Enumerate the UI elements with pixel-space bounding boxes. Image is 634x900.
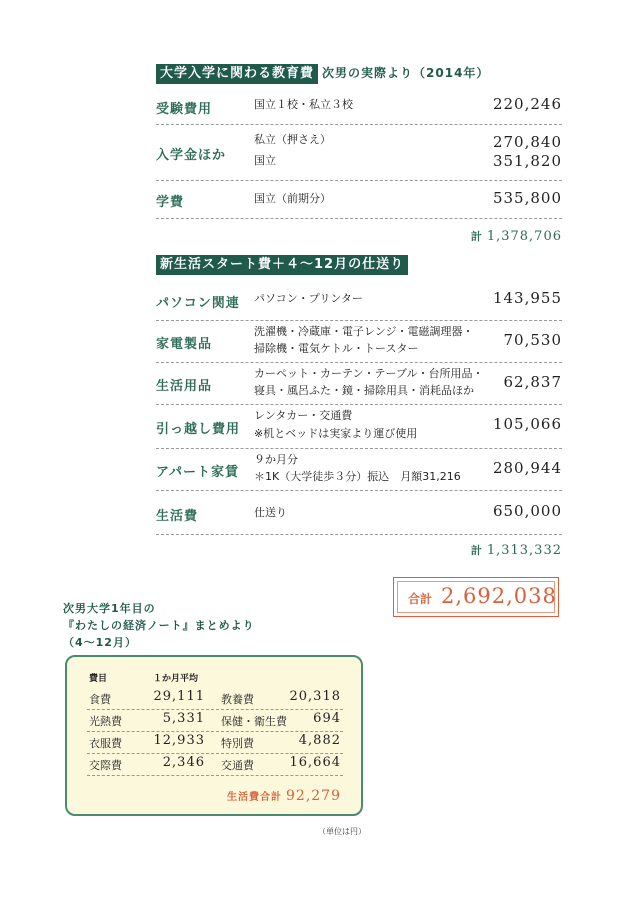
s2-row-desc: 掃除機・電気ケトル・トースター bbox=[254, 342, 419, 355]
s1-row-exam bbox=[156, 88, 562, 125]
item-label: 保健・衛生費 bbox=[221, 715, 287, 728]
section1-title bbox=[156, 62, 489, 82]
s1-row-category: 入学金ほか bbox=[156, 148, 227, 163]
s2-row-amount: 143,955 bbox=[492, 289, 562, 307]
item-value: 29,111 bbox=[153, 689, 205, 704]
item-label: 食費 bbox=[89, 693, 111, 706]
living-cost-total-label: 生活費合計 bbox=[227, 792, 282, 803]
s1-row-admission bbox=[156, 124, 562, 181]
notebook-caption-line2: 『わたしの経済ノート』まとめより bbox=[63, 619, 255, 632]
section1-subtotal bbox=[471, 228, 562, 244]
item-value: 694 bbox=[313, 711, 341, 726]
s2-row-living bbox=[156, 490, 562, 535]
table-row bbox=[87, 753, 343, 776]
s2-row-moving bbox=[156, 404, 562, 449]
table-row bbox=[87, 687, 343, 710]
item-label: 交通費 bbox=[221, 759, 254, 772]
living-cost-total bbox=[227, 788, 341, 804]
s2-row-amount: 650,000 bbox=[492, 502, 562, 520]
s1-row-desc: 国立（前期分） bbox=[254, 192, 331, 205]
subtotal-label: 計 bbox=[470, 544, 483, 557]
item-label: 教養費 bbox=[221, 693, 254, 706]
s2-row-amount: 62,837 bbox=[503, 373, 562, 391]
unit-note: （単位は円） bbox=[318, 827, 366, 836]
item-label: 衣服費 bbox=[89, 737, 122, 750]
grand-total-value: 2,692,038 bbox=[441, 584, 557, 608]
section2-title bbox=[156, 253, 408, 273]
item-value: 4,882 bbox=[298, 733, 341, 748]
header-item: 費目 bbox=[89, 674, 108, 684]
s2-row-amount: 70,530 bbox=[503, 331, 562, 349]
s2-row-desc: カーペット・カーテン・テーブル・台所用品・ bbox=[254, 367, 484, 380]
s1-row-amount: 351,820 bbox=[492, 152, 562, 170]
s1-row-desc: 国立１校・私立３校 bbox=[254, 98, 353, 111]
grand-total-label: 合計 bbox=[408, 592, 433, 606]
s2-row-desc: 洗濯機・冷蔵庫・電子レンジ・電磁調理器・ bbox=[254, 325, 474, 338]
s2-row-category: 家電製品 bbox=[156, 337, 213, 352]
s2-row-goods bbox=[156, 362, 562, 405]
s2-row-category: 引っ越し費用 bbox=[156, 422, 241, 437]
section2-subtotal bbox=[471, 542, 562, 558]
s1-row-tuition bbox=[156, 180, 562, 219]
s1-row-category: 学費 bbox=[156, 195, 185, 210]
item-value: 12,933 bbox=[153, 733, 205, 748]
s1-row-amount: 220,246 bbox=[492, 95, 562, 113]
notebook-summary-box bbox=[65, 655, 363, 816]
s2-row-appliances bbox=[156, 320, 562, 363]
s2-row-category: パソコン関連 bbox=[156, 296, 240, 311]
s2-row-pc bbox=[156, 280, 562, 321]
section1-subtitle: 次男の実際より（2014年） bbox=[322, 66, 490, 80]
item-value: 2,346 bbox=[162, 755, 205, 770]
table-row bbox=[87, 709, 343, 732]
s2-row-desc: 寝具・風呂ふた・鏡・掃除用具・消耗品ほか bbox=[254, 384, 474, 397]
notebook-caption-line1: 次男大学1年目の bbox=[63, 602, 156, 615]
s2-row-category: 生活費 bbox=[156, 509, 199, 524]
item-value: 16,664 bbox=[289, 755, 341, 770]
s1-row-desc: 国立 bbox=[254, 154, 276, 167]
s2-row-desc: ＊1K（大学徒歩３分）振込 月額31,216 bbox=[254, 470, 461, 483]
grand-total-box bbox=[393, 577, 559, 617]
living-cost-total-value: 92,279 bbox=[286, 788, 341, 804]
s2-row-category: アパート家賃 bbox=[156, 465, 239, 480]
item-value: 20,318 bbox=[289, 689, 341, 704]
table-row bbox=[87, 731, 343, 754]
s1-row-amount: 535,800 bbox=[492, 189, 562, 207]
s2-row-desc: レンタカー・交通費 bbox=[254, 409, 353, 422]
s1-row-category: 受験費用 bbox=[156, 102, 213, 117]
s2-row-desc: パソコン・プリンター bbox=[254, 292, 363, 305]
subtotal-value: 1,378,706 bbox=[486, 229, 562, 244]
item-label: 交際費 bbox=[89, 759, 122, 772]
s1-row-desc: 私立（押さえ） bbox=[254, 133, 331, 146]
header-average: １か月平均 bbox=[153, 674, 199, 684]
s2-row-amount: 280,944 bbox=[492, 459, 562, 477]
item-value: 5,331 bbox=[162, 711, 205, 726]
s2-row-amount: 105,066 bbox=[492, 415, 562, 433]
notebook-caption-line3: （4〜12月） bbox=[63, 636, 137, 649]
s2-row-rent bbox=[156, 448, 562, 491]
item-label: 光熱費 bbox=[89, 715, 122, 728]
section2-heading: 新生活スタート費＋４〜12月の仕送り bbox=[156, 255, 408, 275]
s2-row-desc: ※机とベッドは実家より運び使用 bbox=[254, 427, 418, 440]
s2-row-category: 生活用品 bbox=[156, 379, 213, 394]
item-label: 特別費 bbox=[221, 737, 254, 750]
s2-row-desc: 仕送り bbox=[254, 506, 287, 519]
s1-row-amount: 270,840 bbox=[492, 133, 562, 151]
subtotal-value: 1,313,332 bbox=[486, 543, 562, 558]
subtotal-label: 計 bbox=[470, 230, 483, 243]
s2-row-desc: ９か月分 bbox=[254, 453, 298, 466]
section1-heading: 大学入学に関わる教育費 bbox=[156, 64, 318, 84]
